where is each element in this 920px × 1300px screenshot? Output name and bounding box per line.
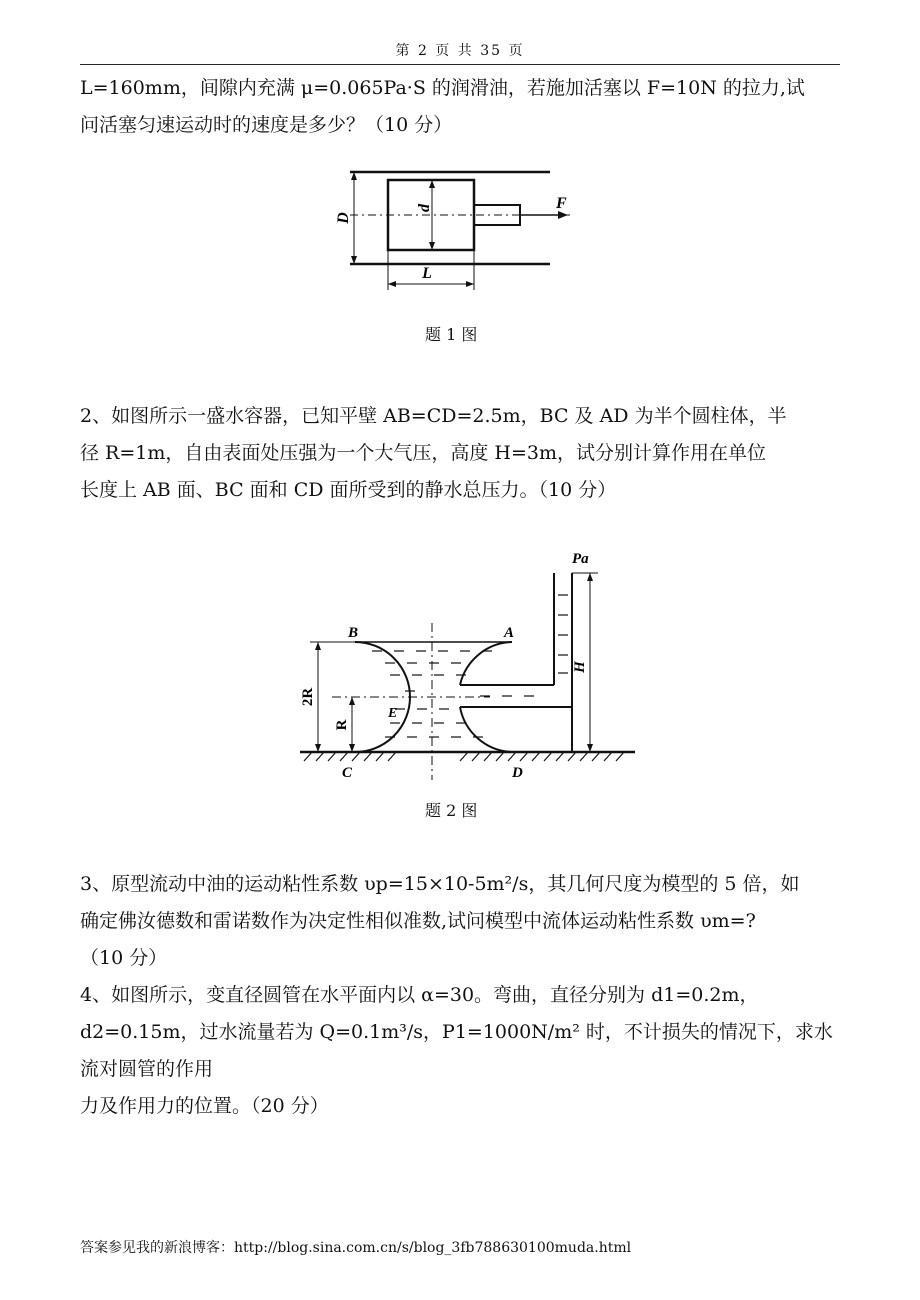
footer-blog-link[interactable]: 答案参见我的新浪博客：http://blog.sina.com.cn/s/blog_3fb788630100muda.html xyxy=(80,1240,632,1256)
question-2-text xyxy=(80,398,840,509)
header-rule xyxy=(80,64,840,65)
figure-2-caption: 题 2 图 xyxy=(425,801,478,820)
q2-line-2: 径 R=1m，自由表面处压强为一个大气压，高度 H=3m，试分别计算作用在单位 xyxy=(80,442,767,464)
q3-line-3: （10 分） xyxy=(80,947,168,969)
figure-1-piston-diagram xyxy=(320,160,600,300)
figure-1-caption: 题 1 图 xyxy=(425,325,478,344)
label-E: E xyxy=(388,706,398,721)
q2-line-3: 长度上 AB 面、BC 面和 CD 面所受到的静水总压力。（10 分） xyxy=(80,479,617,501)
q4-line-2: d2=0.15m，过水流量若为 Q=0.1m³/s，P1=1000N/m² 时，不计损失的情况下，求水 xyxy=(80,1021,833,1043)
q4-line-1: 4、如图所示，变直径圆管在水平面内以 α=30。弯曲，直径分别为 d1=0.2m， xyxy=(80,984,759,1006)
wall-AD-upper xyxy=(460,642,512,685)
wall-AD-lower xyxy=(460,707,512,752)
question-4-text xyxy=(80,977,840,1125)
label-Pa: Pa xyxy=(572,551,589,567)
label-B: B xyxy=(348,625,359,641)
q2-line-1: 2、如图所示一盛水容器，已知平壁 AB=CD=2.5m，BC 及 AD 为半个圆柱体，半 xyxy=(80,405,787,427)
q4-line-4: 力及作用力的位置。（20 分） xyxy=(80,1095,329,1117)
label-L: L xyxy=(422,265,432,282)
label-A: A xyxy=(504,625,515,641)
label-C: C xyxy=(342,765,353,781)
wall-BC xyxy=(355,642,410,752)
q4-line-3: 流对圆管的作用 xyxy=(80,1058,214,1080)
q3-line-2: 确定佛汝德数和雷诺数作为决定性相似准数,试问模型中流体运动粘性系数 υm=? xyxy=(80,910,756,932)
label-d: d xyxy=(416,204,433,212)
q1-line-1: L=160mm，间隙内充满 μ=0.065Pa·S 的润滑油，若施加活塞以 F=10N 的拉力,试 xyxy=(80,77,805,99)
q1-line-2: 问活塞匀速运动时的速度是多少？（10 分） xyxy=(80,114,453,136)
question-3-text xyxy=(80,866,840,977)
label-H: H xyxy=(572,661,588,673)
question-1-text xyxy=(80,70,840,144)
label-R: R xyxy=(334,719,350,731)
label-D: D xyxy=(335,212,352,224)
label-2R: 2R xyxy=(300,687,316,707)
label-F: F xyxy=(556,195,567,212)
page-header: 第 2 页 共 35 页 xyxy=(395,43,525,59)
figure-2-container-diagram xyxy=(290,545,640,785)
label-D: D xyxy=(512,765,523,781)
q3-line-1: 3、原型流动中油的运动粘性系数 υp=15×10-5m²/s，其几何尺度为模型的 5 倍，如 xyxy=(80,873,800,895)
